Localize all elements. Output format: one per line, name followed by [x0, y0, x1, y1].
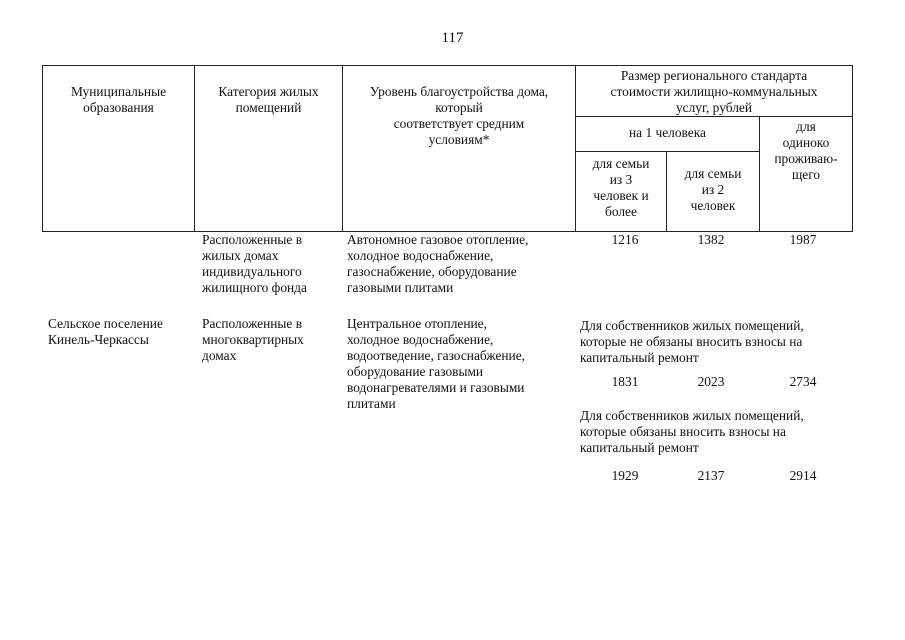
municipality-cell: Сельское поселение Кинель-Черкассы	[48, 316, 163, 347]
value-single: 2734	[789, 374, 817, 389]
table-row	[42, 312, 852, 492]
page-number: 117	[441, 30, 464, 46]
value-family-3: 1831	[611, 374, 639, 389]
value-single: 1987	[789, 232, 817, 247]
header-family-3: для семьи из 3 человек и более	[576, 152, 667, 232]
value-family-2: 2137	[697, 468, 725, 483]
value-single: 2914	[789, 468, 817, 483]
header-table	[42, 65, 853, 232]
header-family-2: для семьи из 2 человек	[667, 152, 760, 232]
header-standard-size: Размер регионального стандарта стоимости жилищно-коммунальных услуг, рублей	[576, 66, 853, 117]
category-cell: Расположенные в жилых домах индивидуального жилищного фонда	[202, 232, 307, 295]
header-single-resident: для одиноко проживаю- щего	[760, 117, 853, 232]
header-amenity-level: Уровень благоустройства дома, который соответствует средним условиям*	[343, 66, 576, 232]
amenities-cell: Центральное отопление, холодное водоснабжение, водоотведение, газоснабжение, оборудование газовыми водонагревателями и газовыми плитами	[347, 316, 526, 411]
amenities-cell: Автономное газовое отопление, холодное водоснабжение, газоснабжение, оборудование газовыми плитами	[347, 232, 529, 295]
value-family-2: 2023	[697, 374, 725, 389]
table-row	[42, 232, 852, 312]
header-per-person: на 1 человека	[576, 117, 760, 152]
header-municipality: Муниципальные образования	[43, 66, 195, 232]
note-capital-repair: Для собственников жилых помещений, которые обязаны вносить взносы на капитальный ремонт	[580, 408, 804, 455]
table-body	[42, 232, 852, 492]
value-family-3: 1216	[611, 232, 639, 247]
note-no-capital-repair: Для собственников жилых помещений, которые не обязаны вносить взносы на капитальный ремонт	[580, 318, 804, 365]
header-category: Категория жилых помещений	[195, 66, 343, 232]
value-family-3: 1929	[611, 468, 639, 483]
value-family-2: 1382	[697, 232, 725, 247]
category-cell: Расположенные в многоквартирных домах	[202, 316, 304, 363]
